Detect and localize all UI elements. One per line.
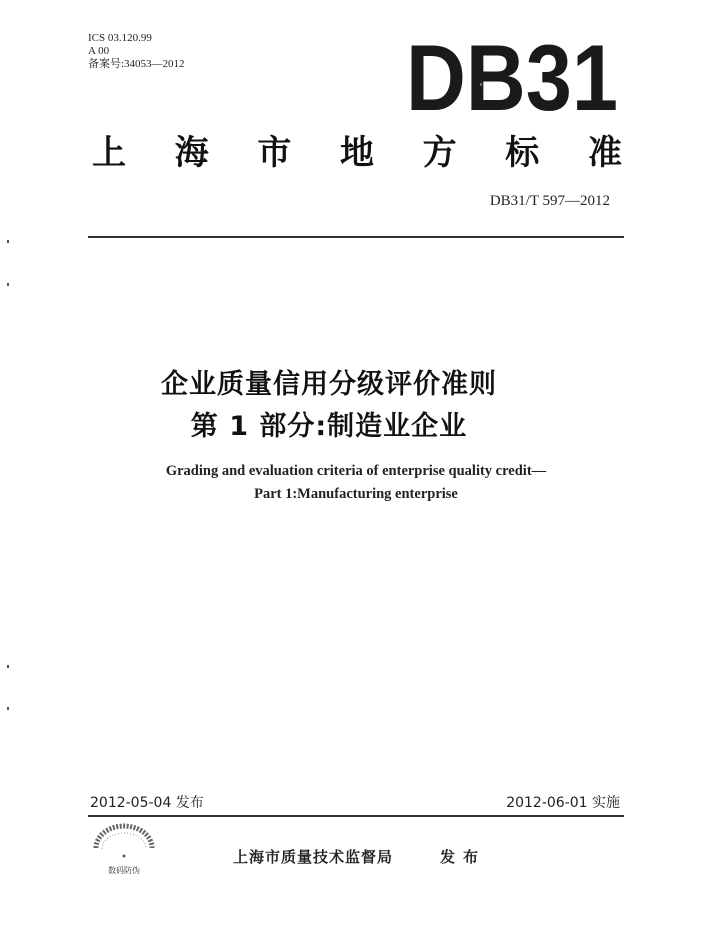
- standard-title-char: 方: [422, 133, 457, 173]
- scan-mark: [7, 707, 9, 710]
- top-divider: [88, 236, 624, 238]
- ics-code: ICS 03.120.99: [88, 32, 152, 44]
- db31-logo-text: DB31: [406, 25, 618, 130]
- standard-title-char: 市: [257, 133, 292, 173]
- class-code: A 00: [88, 45, 110, 57]
- standard-title-char: 标: [505, 133, 540, 173]
- anti-counterfeit-stamp-icon: [88, 822, 160, 880]
- standard-title-char: 海: [174, 133, 209, 173]
- document-title-en-line1: Grading and evaluation criteria of enterprise quality credit—: [165, 463, 547, 479]
- metadata-block: [88, 32, 185, 71]
- scan-mark: [7, 665, 9, 668]
- issue-label: 发布: [440, 848, 487, 866]
- scan-mark: [7, 240, 9, 243]
- document-title-en-line2: Part 1:Manufacturing enterprise: [254, 486, 458, 502]
- bottom-divider: [88, 815, 624, 817]
- stamp-label: 数码防伪: [108, 866, 140, 875]
- standard-title-char: 准: [587, 133, 622, 173]
- standard-title-char: 地: [339, 133, 374, 173]
- db31-logo: [405, 25, 620, 130]
- document-title-cn-line2: 第 1 部分:制造业企业: [190, 411, 468, 442]
- standard-type-title: [92, 125, 622, 174]
- effective-date: 2012-06-01 实施: [506, 795, 620, 811]
- standard-code: DB31/T 597—2012: [489, 193, 610, 209]
- scan-mark: [7, 283, 9, 286]
- release-date: 2012-05-04 发布: [90, 795, 204, 811]
- document-title-cn-line1: 企业质量信用分级评价准则: [161, 369, 497, 400]
- standard-title-char: 上: [92, 133, 126, 173]
- record-number: 备案号:34053—2012: [88, 58, 185, 70]
- issuing-authority: 上海市质量技术监督局: [233, 848, 394, 866]
